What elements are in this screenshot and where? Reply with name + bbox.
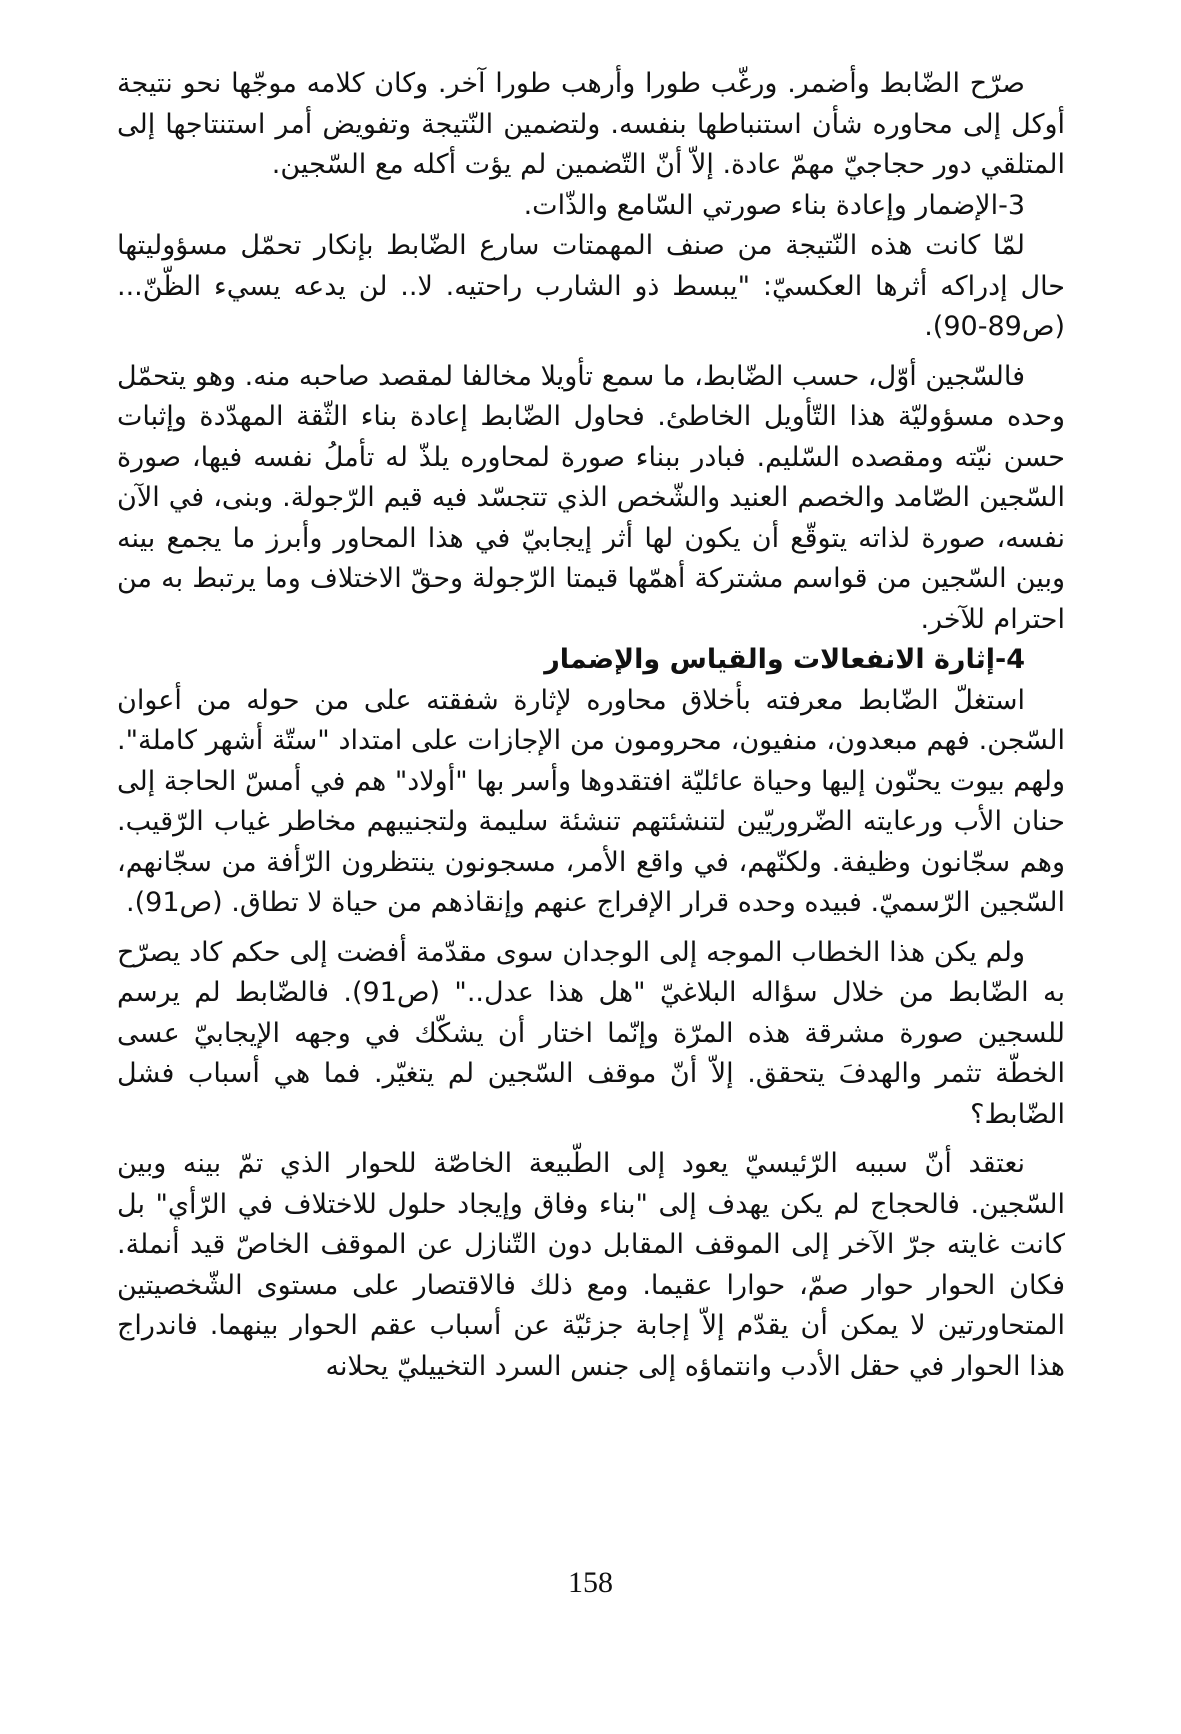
- page-body: [117, 64, 1065, 1387]
- paragraph-6: نعتقد أنّ سببه الرّئيسيّ يعود إلى الطّبيعة الخاصّة للحوار الذي تمّ بينه وبين السّجين. فالحجاج لم يكن يهدف إلى "بناء وفاق وإيجاد حلول للاختلاف في الرّأي" بل كانت غايته جرّ الآخر إلى الموقف المقابل دون التّنازل عن الموقف الخاصّ قيد أنملة. فكان الحوار حوار صمّ، حوارا عقيما. ومع ذلك فالاقتصار على مستوى الشّخصيتين المتحاورتين لا يمكن أن يقدّم إلاّ إجابة جزئيّة عن أسباب عقم الحوار بينهما. فاندراج هذا الحوار في حقل الأدب وانتماؤه إلى جنس السرد التخييليّ يحلانه: [117, 1148, 1065, 1382]
- paragraph-1: صرّح الضّابط وأضمر. ورغّب طورا وأرهب طورا آخر. وكان كلامه موجّها نحو نتيجة أوكل إلى محاوره شأن استنباطها بنفسه. ولتضمين النّتيجة وتفويض أمر استنتاجها إلى المتلقي دور حجاجيّ مهمّ عادة. إلاّ أنّ التّضمين لم يؤت أكله مع السّجين.: [117, 68, 1065, 180]
- section-heading-4: 4-إثارة الانفعالات والقياس والإضمار: [544, 644, 1025, 675]
- paragraph-5: ولم يكن هذا الخطاب الموجه إلى الوجدان سوى مقدّمة أفضت إلى حكم كاد يصرّح به الضّابط من خلال سؤاله البلاغيّ "هل هذا عدل.." (ص91). فالضّابط لم يرسم للسجين صورة مشرقة هذه المرّة وإنّما اختار أن يشكّك في وجهه الإيجابيّ عسى الخطّة تثمر والهدفَ يتحقق. إلاّ أنّ موقف السّجين لم يتغيّر. فما هي أسباب فشل الضّابط؟: [117, 936, 1065, 1130]
- section-heading-3: 3-الإضمار وإعادة بناء صورتي السّامع والذّات.: [523, 189, 1025, 221]
- paragraph-2: لمّا كانت هذه النّتيجة من صنف المهمتات سارع الضّابط بإنكار تحمّل مسؤوليتها حال إدراكه أثرها العكسيّ: "يبسط ذو الشارب راحتيه. لا.. لن يدعه يسيء الظّنّ... (ص89-90).: [117, 230, 1065, 342]
- page-number: 158: [568, 1566, 613, 1599]
- paragraph-4: استغلّ الضّابط معرفته بأخلاق محاوره لإثارة شفقته على من حوله من أعوان السّجن. فهم مبعدون، منفيون، محرومون من الإجازات على امتداد "ستّة أشهر كاملة". ولهم بيوت يحنّون إليها وحياة عائليّة افتقدوها وأسر بها "أولاد" هم في أمسّ الحاجة إلى حنان الأب ورعايته الضّروريّين لتنشئتهم تنشئة سليمة ولتجنيبهم مخاطر غياب الرّقيب. وهم سجّانون وظيفة. ولكنّهم، في واقع الأمر، مسجونون ينتظرون الرّأفة من سجّانهم، السّجين الرّسميّ. فبيده وحده قرار الإفراج عنهم وإنقاذهم من حياة لا تطاق. (ص91).: [117, 684, 1065, 918]
- paragraph-3: فالسّجين أوّل، حسب الضّابط، ما سمع تأويلا مخالفا لمقصد صاحبه منه. وهو يتحمّل وحده مسؤوليّة هذا التّأويل الخاطئ. فحاول الضّابط إعادة بناء الثّقة المهدّدة وإثبات حسن نيّته ومقصده السّليم. فبادر ببناء صورة لمحاوره يلذّ له تأملُ نفسه فيها، صورة السّجين الصّامد والخصم العنيد والشّخص الذي تتجسّد فيه قيم الرّجولة. وبنى، في الآن نفسه، صورة لذاته يتوقّع أن يكون لها أثر إيجابيّ في هذا المحاور وأبرز ما يجمع بينه وبين السّجين من قواسم مشتركة أهمّها قيمتا الرّجولة وحقّ الاختلاف وما يرتبط به من احترام للآخر.: [117, 360, 1065, 635]
